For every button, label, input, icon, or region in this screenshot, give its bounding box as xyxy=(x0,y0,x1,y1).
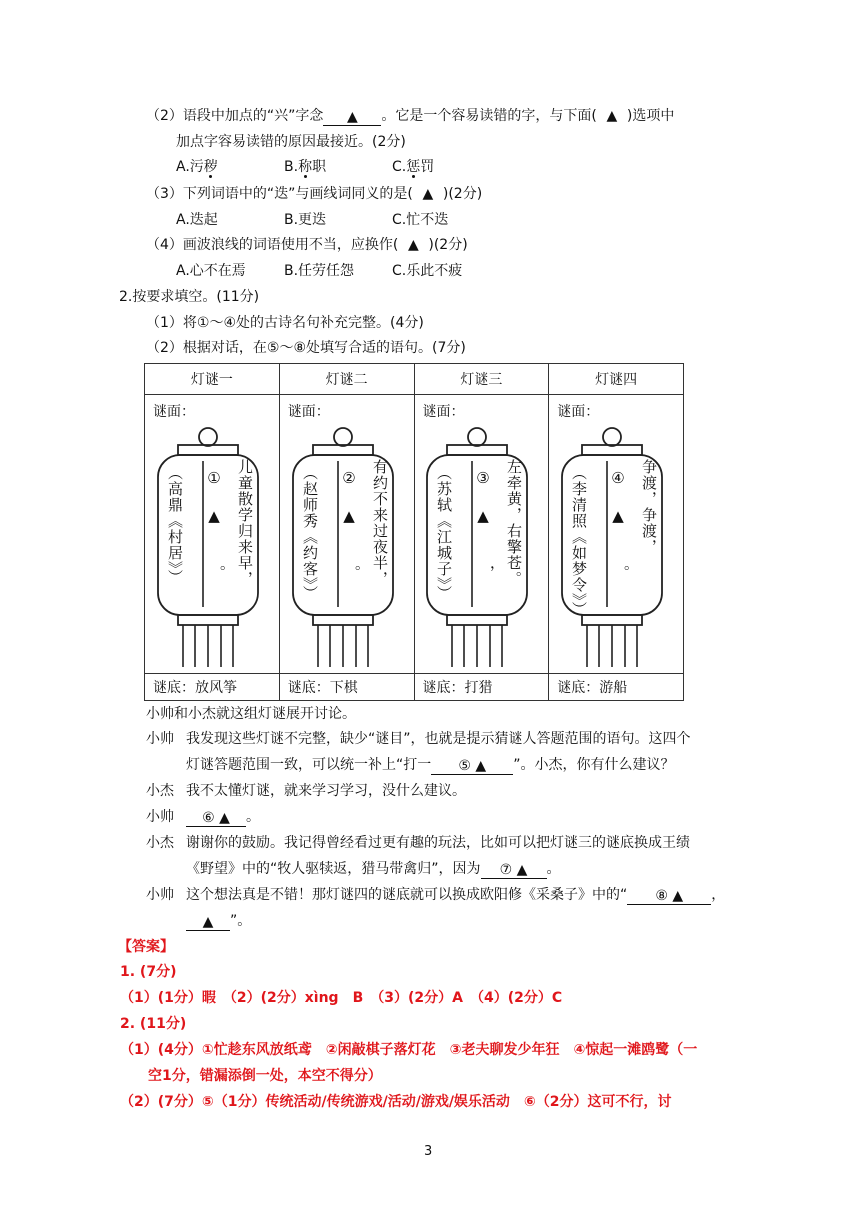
header-riddle-2: 灯谜二 xyxy=(279,364,414,395)
lantern-known-line: 争渡，争渡， xyxy=(640,459,658,555)
dialog-turn-1-text-b: ”。小杰，你有什么建议？ xyxy=(513,757,675,773)
answer-q1-body: （1）(1分）暇 （2）(2分）xìng B （3）(2分）A （4）(2分）C xyxy=(120,990,563,1006)
lantern-blank-number: ① xyxy=(205,469,223,488)
answer-cell-2: 谜底：下棋 xyxy=(279,674,414,701)
q1-item2-blank xyxy=(323,107,381,126)
q1-item2-text-b: 。它是一个容易读错的字，与下面( xyxy=(381,108,597,124)
header-riddle-1: 灯谜一 xyxy=(145,364,280,395)
dialog-turn-4-line2 xyxy=(186,859,561,879)
dialog-turn-4-text-b: 。 xyxy=(546,861,561,877)
lantern-3 xyxy=(425,425,545,670)
option-b-dotted-char: 称 xyxy=(298,159,313,175)
lantern-author: （李清照《如梦令》） xyxy=(570,465,588,618)
lantern-author: （苏轼《江城子》） xyxy=(435,465,453,602)
q2-sub2: （2）根据对话，在⑤～⑧处填写合适的语句。(7分) xyxy=(146,340,466,356)
dialog-turn-5-line2 xyxy=(186,911,251,931)
speaker-name: 小杰 xyxy=(146,835,174,851)
header-riddle-4: 灯谜四 xyxy=(549,364,684,395)
q2-sub1: （1）将①～④处的古诗名句补充完整。(4分) xyxy=(146,315,424,331)
dialog-intro: 小帅和小杰就这组灯谜展开讨论。 xyxy=(146,706,356,722)
face-label: 谜面： xyxy=(422,404,465,420)
lantern-blank-triangle: ▲ xyxy=(205,507,223,526)
lantern-line-end: 。 xyxy=(344,565,362,581)
dialog-turn-5-end: ”。 xyxy=(230,913,252,929)
lantern-author: （高鼎《村居》） xyxy=(166,465,184,586)
lantern-shape xyxy=(199,428,217,446)
answer-q2-line3: （2）(7分）⑤（1分）传统活动/传统游戏/活动/游戏/娱乐活动 ⑥（2分）这可不行，讨 xyxy=(120,1094,672,1110)
option-c-pre: C. xyxy=(392,159,407,175)
option-c-dotted-char: 惩 xyxy=(406,159,421,175)
q1-item2-line2: 加点字容易读错的原因最接近。(2分) xyxy=(176,134,406,150)
answer-q2-head: 2. (11分) xyxy=(120,1016,187,1032)
speaker-name: 小帅 xyxy=(146,731,174,747)
lantern-shape xyxy=(178,615,238,625)
q1-item3-text-b: )(2分) xyxy=(442,186,483,202)
lantern-shape xyxy=(582,615,642,625)
blank-8-mark: ⑧ ▲ xyxy=(655,888,684,904)
lantern-shape xyxy=(603,428,621,446)
option-b-post: 职 xyxy=(312,159,327,175)
q1-item2-blank-mark: ▲ xyxy=(347,109,358,125)
option-b: B.任劳任怨 xyxy=(284,263,355,279)
q1-item2-text-c: )选项中 xyxy=(626,108,675,124)
lantern-shape xyxy=(447,615,507,625)
answer-q1-head: 1. (7分) xyxy=(120,964,177,980)
answer-cell-3: 谜底：打猎 xyxy=(414,674,549,701)
option-b xyxy=(284,157,392,177)
q1-item4-triangle: ▲ xyxy=(407,237,419,253)
lantern-shape xyxy=(334,428,352,446)
dialog-turn-5-text-a: 这个想法真是不错！那灯谜四的谜底就可以换成欧阳修《采桑子》中的“ xyxy=(186,887,628,903)
option-c: C.乐此不疲 xyxy=(392,263,463,279)
speaker-name: 小杰 xyxy=(146,783,174,799)
q1-item4-text-b: )(2分) xyxy=(428,237,468,253)
lantern-4 xyxy=(560,425,680,670)
q1-item2-text-a: （2）语段中加点的“兴”字念 xyxy=(146,108,324,124)
blank-8b xyxy=(186,912,230,931)
option-a: A.迭起 xyxy=(176,212,218,228)
speaker-name: 小帅 xyxy=(146,887,174,903)
dialog-turn-3-end: 。 xyxy=(246,809,260,825)
header-riddle-3: 灯谜三 xyxy=(414,364,549,395)
option-b: B.更迭 xyxy=(284,212,327,228)
option-c-post: 罚 xyxy=(420,159,435,175)
dialog-turn-3 xyxy=(186,807,260,827)
face-label: 谜面： xyxy=(557,404,600,420)
blank-8 xyxy=(627,886,711,905)
lantern-line-end: ， xyxy=(478,565,496,581)
face-label: 谜面： xyxy=(287,404,330,420)
q1-item4-text-a: （4）画波浪线的词语使用不当，应换作( xyxy=(146,237,399,253)
lantern-1 xyxy=(156,425,276,670)
lantern-shape xyxy=(313,615,373,625)
lantern-blank-number: ③ xyxy=(474,469,492,488)
blank-7 xyxy=(481,860,547,879)
q1-item3-options xyxy=(176,210,500,230)
q2-title: 2.按要求填空。(11分) xyxy=(119,289,260,305)
blank-8b-mark: ▲ xyxy=(202,914,214,930)
table-header-row xyxy=(145,364,684,395)
answer-heading: 【答案】 xyxy=(118,939,174,955)
lantern-blank-triangle: ▲ xyxy=(609,507,627,526)
option-a xyxy=(176,157,284,177)
q1-item2-line1 xyxy=(146,106,674,126)
q1-item2-triangle: ▲ xyxy=(606,108,618,124)
option-b-pre: B. xyxy=(284,159,299,175)
dialog-turn-4-text-a: 《野望》中的“牧人驱犊返，猎马带禽归”，因为 xyxy=(186,861,481,877)
q1-item3-triangle: ▲ xyxy=(422,186,434,202)
lantern-known-line: 儿童散学归来早， xyxy=(236,459,254,587)
blank-7-mark: ⑦ ▲ xyxy=(499,862,528,878)
lantern-line-end: 。 xyxy=(209,565,227,581)
option-a-dotted-char: 秽 xyxy=(203,159,218,175)
lantern-2 xyxy=(291,425,411,670)
answer-q2-line2: 空1分，错漏添倒一处，本空不得分） xyxy=(148,1068,382,1084)
dialog-turn-1-text-a: 灯谜答题范围一致，可以统一补上“打一 xyxy=(186,757,432,773)
answer-q2-line1: （1）(4分）①忙趁东风放纸鸢 ②闲敲棋子落灯花 ③老夫聊发少年狂 ④惊起一滩鸥鹭（一 xyxy=(120,1042,698,1058)
answer-cell-4: 谜底：游船 xyxy=(549,674,684,701)
lantern-blank-triangle: ▲ xyxy=(474,507,492,526)
speaker-name: 小帅 xyxy=(146,809,174,825)
face-label: 谜面： xyxy=(153,404,195,420)
q1-item3-line xyxy=(146,184,482,204)
option-c: C.忙不迭 xyxy=(392,212,449,228)
q1-item2-options xyxy=(176,157,500,177)
blank-5-mark: ⑤ ▲ xyxy=(458,758,487,774)
lantern-blank-triangle: ▲ xyxy=(340,507,358,526)
q1-item4-options xyxy=(176,261,500,281)
dialog-turn-4-line1: 谢谢你的鼓励。我记得曾经看过更有趣的玩法，比如可以把灯谜三的谜底换成王绩 xyxy=(186,835,690,851)
option-a: A.心不在焉 xyxy=(176,263,246,279)
dialog-turn-1-line1: 我发现这些灯谜不完整，缺少“谜目”，也就是提示猜谜人答题范围的语句。这四个 xyxy=(186,731,691,747)
lantern-blank-number: ② xyxy=(340,469,358,488)
option-a-pre: A.污 xyxy=(176,159,204,175)
blank-6-mark: ⑥ ▲ xyxy=(202,810,230,826)
q1-item4-line xyxy=(146,235,468,255)
answer-cell-1: 谜底：放风筝 xyxy=(145,674,280,701)
q1-item3-text-a: （3）下列词语中的“迭”与画线词同义的是( xyxy=(146,186,413,202)
lantern-line-end: 。 xyxy=(613,565,631,581)
dialog-turn-1-line2 xyxy=(186,755,675,775)
lantern-known-line: 有约不来过夜半， xyxy=(371,459,389,587)
page-number: 3 xyxy=(424,1144,433,1159)
lantern-blank-number: ④ xyxy=(609,469,627,488)
blank-5 xyxy=(431,756,513,775)
option-c xyxy=(392,157,500,177)
dialog-turn-5-line1 xyxy=(186,885,725,905)
lantern-shape xyxy=(468,428,486,446)
dialog-turn-5-text-b: ， xyxy=(711,887,726,903)
dialog-turn-2-text: 我不太懂灯谜，就来学习学习，没什么建议。 xyxy=(186,783,466,799)
lantern-author: （赵师秀《约客》） xyxy=(301,465,319,602)
table-answer-row xyxy=(145,674,684,701)
blank-6 xyxy=(186,808,246,827)
lantern-known-line: 左牵黄，右擎苍。 xyxy=(505,459,523,587)
